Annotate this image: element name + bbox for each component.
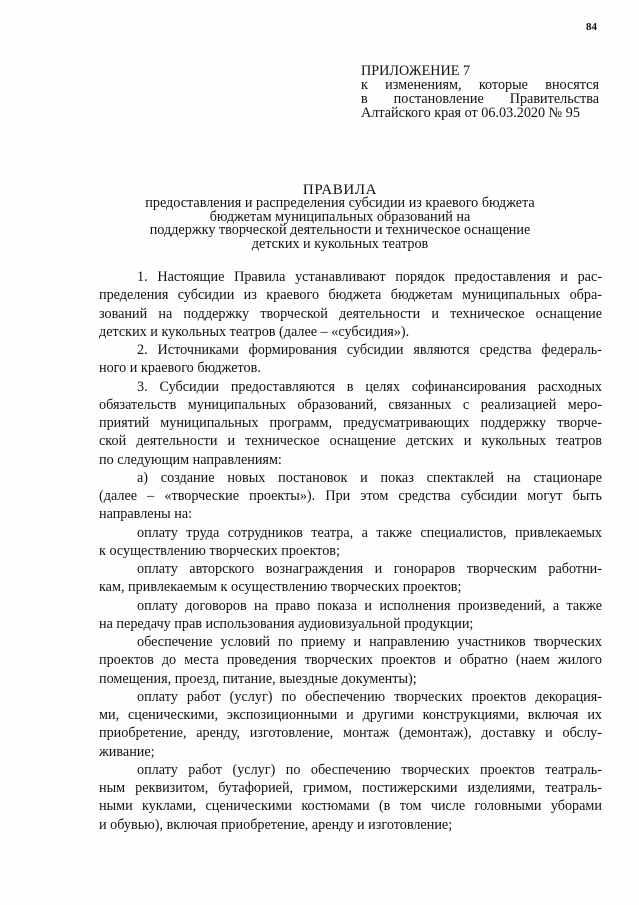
document-heading <box>130 184 550 251</box>
body-line: детских и кукольных театров (далее – «субсидия»). <box>99 323 410 340</box>
body-line: по следующим направлениям: <box>99 451 282 468</box>
body-line: (далее – «творческие проекты»). При этом средства субсидии могут быть <box>99 488 602 504</box>
body-line: к осуществлению творческих проектов; <box>99 542 340 559</box>
body-line: обеспечение условий по приему и направлению участников творческих <box>137 634 602 650</box>
body-line: 3. Субсидии предоставляются в целях софинансирования расходных <box>137 378 602 395</box>
document-body <box>99 268 602 834</box>
heading-subtitle-line: поддержку творческой деятельности и техническое оснащение <box>149 222 531 239</box>
page-number: 84 <box>586 21 597 33</box>
body-line: ным реквизитом, бутафорией, гримом, постижерскими изделиями, театраль- <box>99 780 602 796</box>
body-line: оплату авторского вознаграждения и гонораров творческим работни- <box>137 561 602 577</box>
appendix-line: к изменениям, которые вносятся <box>361 77 599 93</box>
heading-subtitle-line: бюджетам муниципальных образований на <box>209 208 471 225</box>
heading-title: ПРАВИЛА <box>302 182 378 198</box>
body-line: 1. Настоящие Правила устанавливают порядок предоставления и рас- <box>137 269 602 285</box>
body-line: а) создание новых постановок и показ спектаклей на стационаре <box>137 469 602 486</box>
body-line: оплату труда сотрудников театра, а также специалистов, привлекаемых <box>137 524 602 541</box>
body-line: помещения, проезд, питание, выездные документы); <box>99 670 417 687</box>
body-line: ской деятельности и техническое оснащение детских и кукольных театров <box>99 433 602 450</box>
body-line: на передачу прав использования аудиовизуальной продукции; <box>99 615 474 632</box>
body-line: ми, сценическими, экспозиционными и другими конструкциями, включая их <box>99 707 602 723</box>
appendix-line: в постановление Правительства <box>361 91 599 107</box>
body-line: и обувью), включая приобретение, аренду и изготовление; <box>99 816 453 833</box>
body-line: оплату договоров на право показа и исполнения произведений, а также <box>137 597 602 614</box>
body-line: обязательств муниципальных образований, связанных с реализацией меро- <box>99 396 602 413</box>
body-line: зований на поддержку творческой деятельности и техническое оснащение <box>99 305 602 322</box>
body-line: приятий муниципальных программ, предусматривающих поддержку творче- <box>99 415 602 431</box>
body-line: живание; <box>99 743 155 760</box>
body-line: ного и краевого бюджетов. <box>99 360 261 377</box>
heading-subtitle-line: детских и кукольных театров <box>251 235 429 252</box>
body-line: оплату работ (услуг) по обеспечению творческих проектов декорация- <box>137 688 602 705</box>
body-line: оплату работ (услуг) по обеспечению творческих проектов театраль- <box>137 761 602 778</box>
body-line: направлены на: <box>99 506 193 523</box>
body-line: пределения субсидии из краевого бюджета бюджетам муниципальных обра- <box>99 287 602 304</box>
appendix-block <box>361 64 599 120</box>
body-line: ными куклами, сценическими костюмами (в том числе головными уборами <box>99 798 602 815</box>
appendix-title: ПРИЛОЖЕНИЕ 7 <box>361 63 471 79</box>
body-line: 2. Источниками формирования субсидии являются средства федераль- <box>137 342 602 358</box>
body-line: приобретение, аренду, изготовление, монтаж (демонтаж), доставку и обслу- <box>99 725 602 742</box>
body-line: кам, привлекаемым к осуществлению творческих проектов; <box>99 579 462 596</box>
heading-subtitle-line: предоставления и распределения субсидии из краевого бюджета <box>145 195 535 212</box>
body-line: проектов до места проведения творческих проектов и обратно (наем жилого <box>99 652 602 669</box>
appendix-line: Алтайского края от 06.03.2020 № 95 <box>361 105 580 121</box>
